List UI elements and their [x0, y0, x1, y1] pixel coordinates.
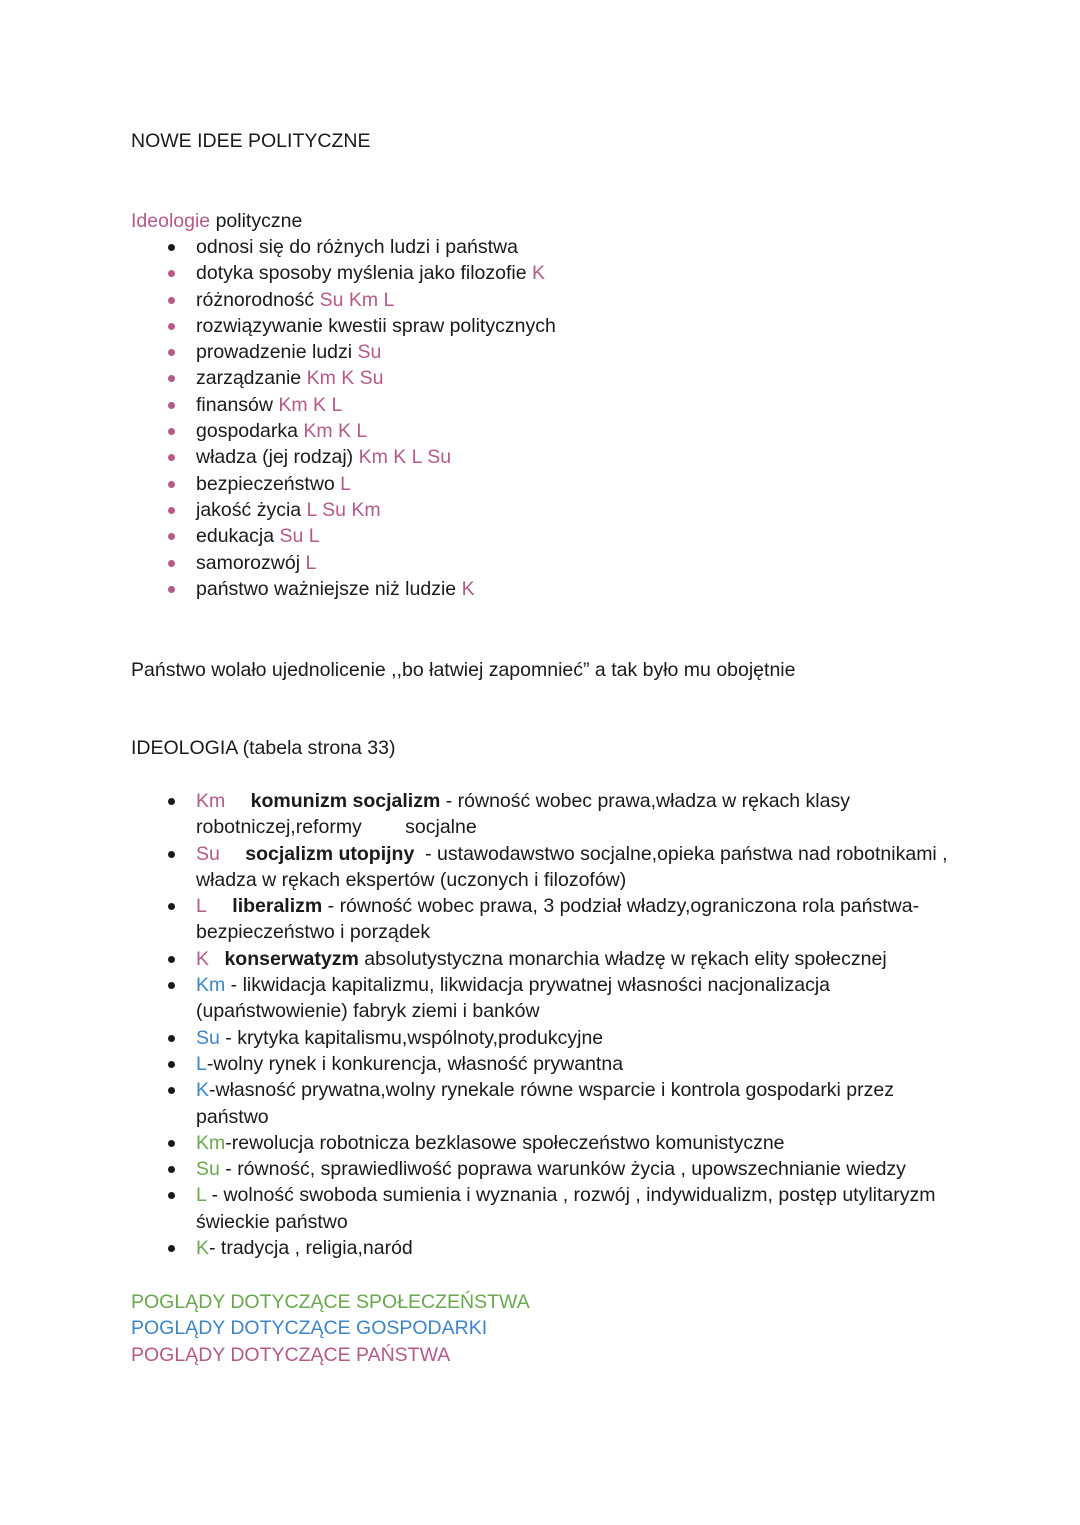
ideology-tag: Km	[196, 1131, 226, 1154]
bullet-icon	[168, 481, 175, 488]
ideology-tag: L	[196, 1184, 207, 1207]
list-item: edukacja Su L	[131, 523, 556, 549]
list-item: finansów Km K L	[131, 392, 556, 418]
note-paragraph: Państwo wolało ujednolicenie ,,bo łatwiej zapomnieć” a tak było mu obojętnie	[131, 659, 796, 681]
ideology-tag: Km	[196, 790, 226, 812]
ideology-tag: L	[196, 895, 207, 918]
ideology-section	[131, 735, 954, 1261]
bullet-icon	[168, 1140, 175, 1147]
list-item: zarządzanie Km K Su	[131, 365, 556, 391]
bullet-icon	[168, 1245, 175, 1252]
bullet-icon	[168, 1035, 175, 1042]
ideology-tag: K	[196, 1237, 210, 1260]
bullet-icon	[168, 349, 175, 356]
bullet-icon	[168, 402, 175, 409]
list-item: prowadzenie ludzi Su	[131, 339, 556, 365]
bullet-icon	[168, 1166, 175, 1173]
bullet-icon	[168, 454, 175, 461]
ideology-name: socjalizm utopijny	[245, 842, 415, 865]
list-item: Su - krytyka kapitalismu,wspólnoty,produkcyjne	[131, 1025, 951, 1051]
page-title: NOWE IDEE POLITYCZNE	[131, 130, 371, 152]
bullet-icon	[168, 851, 175, 858]
list-item: L liberalizm - równość wobec prawa, 3 podział władzy,ograniczona rola państwa-bezpieczeństwo i porządek	[131, 893, 951, 946]
legend-society: POGLĄDY DOTYCZĄCE SPOŁECZEŃSTWA	[131, 1291, 530, 1313]
list-item: władza (jej rodzaj) Km K L Su	[131, 444, 556, 470]
bullet-icon	[168, 297, 175, 304]
list-item: różnorodność Su Km L	[131, 287, 556, 313]
ideology-heading: IDEOLOGIA (tabela strona 33)	[131, 737, 396, 759]
bullet-icon	[168, 428, 175, 435]
list-item: samorozwój L	[131, 550, 556, 576]
list-item: K-własność prywatna,wolny rynekale równe wsparcie i kontrola gospodarki przez państwo	[131, 1077, 951, 1130]
bullet-icon	[168, 244, 175, 251]
ideology-name: liberalizm	[232, 895, 323, 918]
bullet-icon	[168, 270, 175, 277]
list-item: dotyka sposoby myślenia jako filozofie K	[131, 260, 556, 286]
color-legend	[131, 1289, 530, 1368]
ideology-tag: Su	[196, 842, 220, 865]
legend-economy: POGLĄDY DOTYCZĄCE GOSPODARKI	[131, 1317, 488, 1340]
list-item: Su - równość, sprawiedliwość poprawa warunków życia , upowszechnianie wiedzy	[131, 1156, 951, 1182]
bullet-icon	[168, 1061, 175, 1068]
bullet-icon	[168, 560, 175, 567]
bullet-icon	[168, 507, 175, 514]
list-item: L-wolny rynek i konkurencja, własność prywantna	[131, 1051, 951, 1077]
list-item: bezpieczeństwo L	[131, 471, 556, 497]
ideology-tag: Km	[196, 974, 226, 997]
ideology-tag: Su	[196, 1158, 220, 1181]
list-item: jakość życia L Su Km	[131, 497, 556, 523]
bullet-icon	[168, 586, 175, 593]
heading-rest: polityczne	[210, 210, 303, 232]
list-item: gospodarka Km K L	[131, 418, 556, 444]
ideologies-heading	[131, 208, 556, 234]
list-item: państwo ważniejsze niż ludzie K	[131, 576, 556, 602]
ideology-name: komunizm socjalizm	[250, 790, 441, 812]
legend-state: POGLĄDY DOTYCZĄCE PAŃSTWA	[131, 1343, 451, 1366]
ideology-name: konserwatyzm	[224, 947, 359, 970]
ideology-tag: L	[196, 1052, 207, 1075]
list-item: Su socjalizm utopijny - ustawodawstwo socjalne,opieka państwa nad robotnikami , władza w rękach ekspertów (uczonych i filozofów)	[131, 841, 951, 894]
ideology-tag: Su	[196, 1026, 220, 1049]
bullet-icon	[168, 375, 175, 382]
list-item: Km-rewolucja robotnicza bezklasowe społeczeństwo komunistyczne	[131, 1130, 951, 1156]
ideology-tag: K	[196, 947, 210, 970]
bullet-icon	[168, 1087, 175, 1094]
list-item: rozwiązywanie kwestii spraw politycznych	[131, 313, 556, 339]
ideologies-section	[131, 208, 556, 602]
list-item: K konserwatyzm absolutystyczna monarchia władzę w rękach elity społecznej	[131, 946, 951, 972]
bullet-icon	[168, 323, 175, 330]
ideologies-list	[131, 234, 556, 602]
bullet-icon	[168, 1192, 175, 1199]
ideology-list	[131, 788, 954, 1261]
list-item: K- tradycja , religia,naród	[131, 1235, 951, 1261]
heading-highlight: Ideologie	[131, 210, 211, 232]
bullet-icon	[168, 798, 175, 805]
ideology-tag: K	[196, 1079, 210, 1102]
bullet-icon	[168, 533, 175, 540]
bullet-icon	[168, 903, 175, 910]
list-item: odnosi się do różnych ludzi i państwa	[131, 234, 556, 260]
list-item: Km komunizm socjalizm - równość wobec prawa,władza w rękach klasy robotniczej,reformy socjalne	[131, 788, 951, 841]
bullet-icon	[168, 982, 175, 989]
list-item: L - wolność swoboda sumienia i wyznania , rozwój , indywidualizm, postęp utylitaryzm świeckie państwo	[131, 1182, 951, 1235]
bullet-icon	[168, 956, 175, 963]
list-item: Km - likwidacja kapitalizmu, likwidacja prywatnej własności nacjonalizacja (upaństwowienie) fabryk ziemi i banków	[131, 972, 951, 1025]
